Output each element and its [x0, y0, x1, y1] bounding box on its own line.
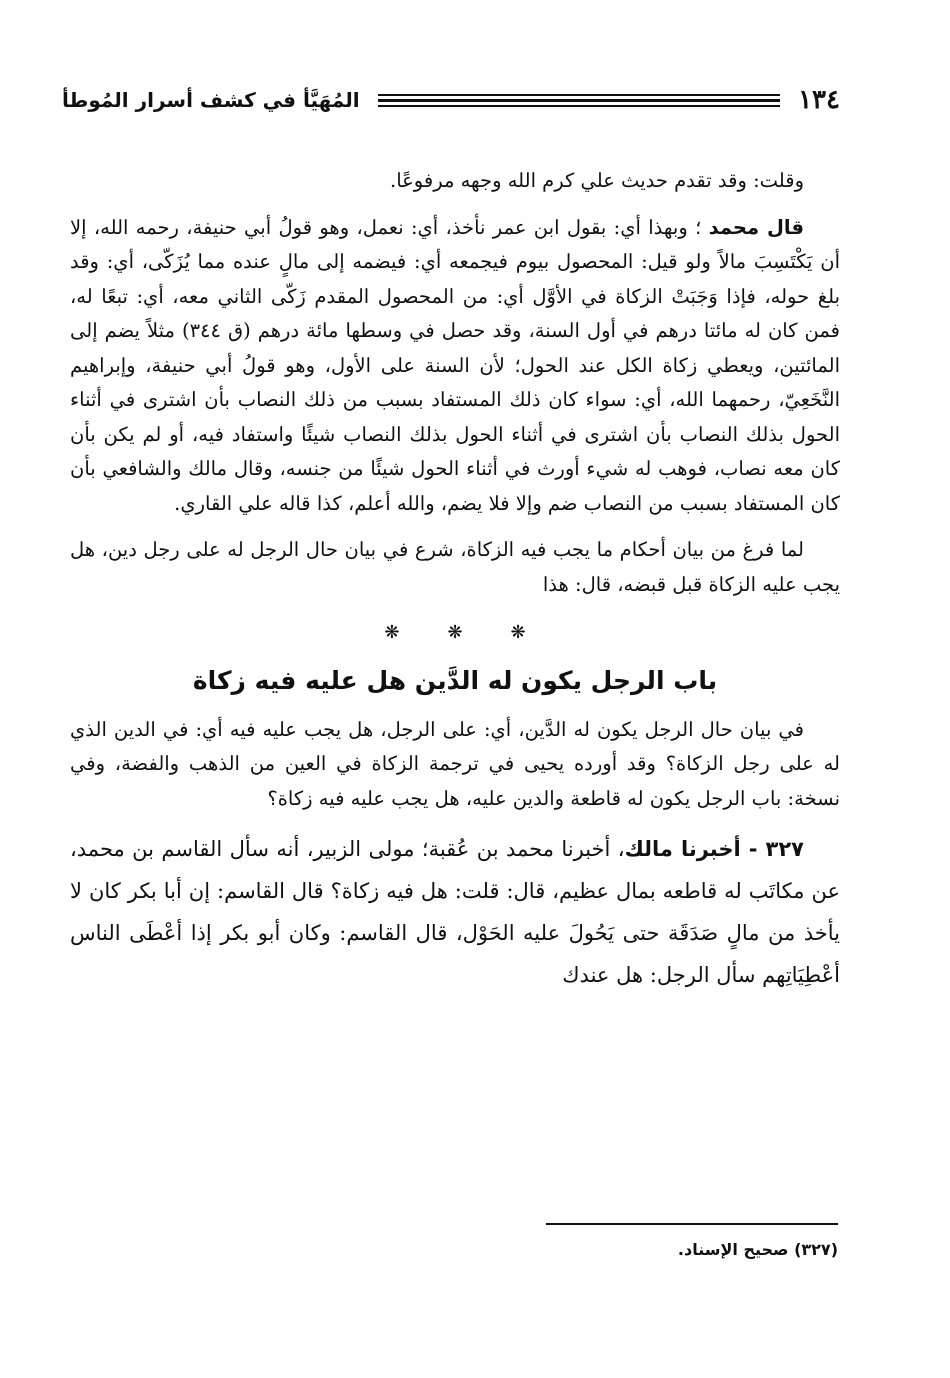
page-body — [70, 164, 840, 1008]
paragraph-commentary — [70, 211, 840, 522]
page-number: ١٣٤ — [798, 85, 840, 115]
section-separator — [70, 616, 840, 651]
paragraph-note: وقلت: وقد تقدم حديث علي كرم الله وجهه مرفوعًا. — [390, 169, 804, 192]
star-ornament: ❋ — [384, 622, 400, 643]
star-ornament: ❋ — [510, 622, 526, 643]
star-ornament: ❋ — [447, 622, 463, 643]
commentary-lead: قال محمد — [708, 215, 804, 239]
chapter-title: باب الرجل يكون له الدَّين هل عليه فيه زكاة — [192, 665, 718, 695]
hadith-text: ، أخبرنا محمد بن عُقبة؛ مولى الزبير، أنه سأل القاسم بن محمد، عن مكاتَب له قاطعه بمال عظيم، قال: قلت: هل فيه زكاة؟ قال القاسم: إن أبا بكر كان لا يأخذ من مالٍ صَدَقَة حتى يَحُولَ عليه الحَوْل، قال القاسم: وكان أبو بكر إذا أعْطَى الناس أعْطِيَاتِهم سأل الرجل: هل عندك — [70, 837, 840, 987]
hadith-number: ٣٢٧ - — [740, 837, 804, 861]
page-header — [62, 82, 840, 118]
footnote: (٣٢٧) صحيح الإسناد. — [677, 1240, 838, 1259]
hadith-paragraph — [70, 828, 840, 996]
footnote-rule — [546, 1223, 838, 1225]
commentary-text: ؛ وبهذا أي: بقول ابن عمر نأخذ، أي: نعمل، وهو قولُ أبي حنيفة، رحمه الله، إلا أن يَكْتَسِبَ مالاً ولو قيل: المحصول بيوم فيجمعه أي: فيضمه إلى مالٍ عنده مما يُزَكّى، أي: وقد بلغ حوله، فإذا وَجَبَتْ الزكاة في الأوَّل أي: من المحصول المقدم زَكّى الثاني معه، أي: تبعًا له، فمن كان له مائتا درهم في أول السنة، وقد حصل في وسطها مائة درهم (ق ٣٤٤) مثلاً يضم إلى المائتين، ويعطي زكاة الكل عند الحول؛ لأن السنة على الأول، وهو قولُ أبي حنيفة، وإبراهيم النَّخَعِيّ، رحمهما الله، أي: سواء كان ذلك المستفاد بسبب من ذلك النصاب بأن اشترى في أثناء الحول بذلك النصاب بأن اشترى في أثناء الحول بذلك النصاب شيئًا واستفاد فيه، أو لم يكن بأن كان معه نصاب، فوهب له شيء أورث في أثناء الحول شيئًا من جنسه، وقال مالك والشافعي بأن كان المستفاد بسبب من النصاب ضم وإلا فلا يضم، والله أعلم، كذا قاله علي القاري. — [70, 215, 840, 515]
chapter-intro: في بيان حال الرجل يكون له الدَّين، أي: على الرجل، هل يجب عليه فيه أي: في الدين الذي له على رجل الزكاة؟ وقد أورده يحيى في ترجمة الزكاة في العين من الذهب والفضة، وفي نسخة: باب الرجل يكون له قاطعة والدين عليه، هل يجب عليه فيه زكاة؟ — [70, 717, 840, 810]
paragraph-transition: لما فرغ من بيان أحكام ما يجب فيه الزكاة، شرع في بيان حال الرجل له على رجل دين، هل يجب عليه الزكاة قبل قبضه، قال: هذا — [70, 538, 840, 596]
running-title: المُهَيَّأ في كشف أسرار المُوطأ — [62, 88, 360, 112]
hadith-lead: أخبرنا مالك — [624, 837, 741, 861]
header-rule — [378, 94, 780, 107]
